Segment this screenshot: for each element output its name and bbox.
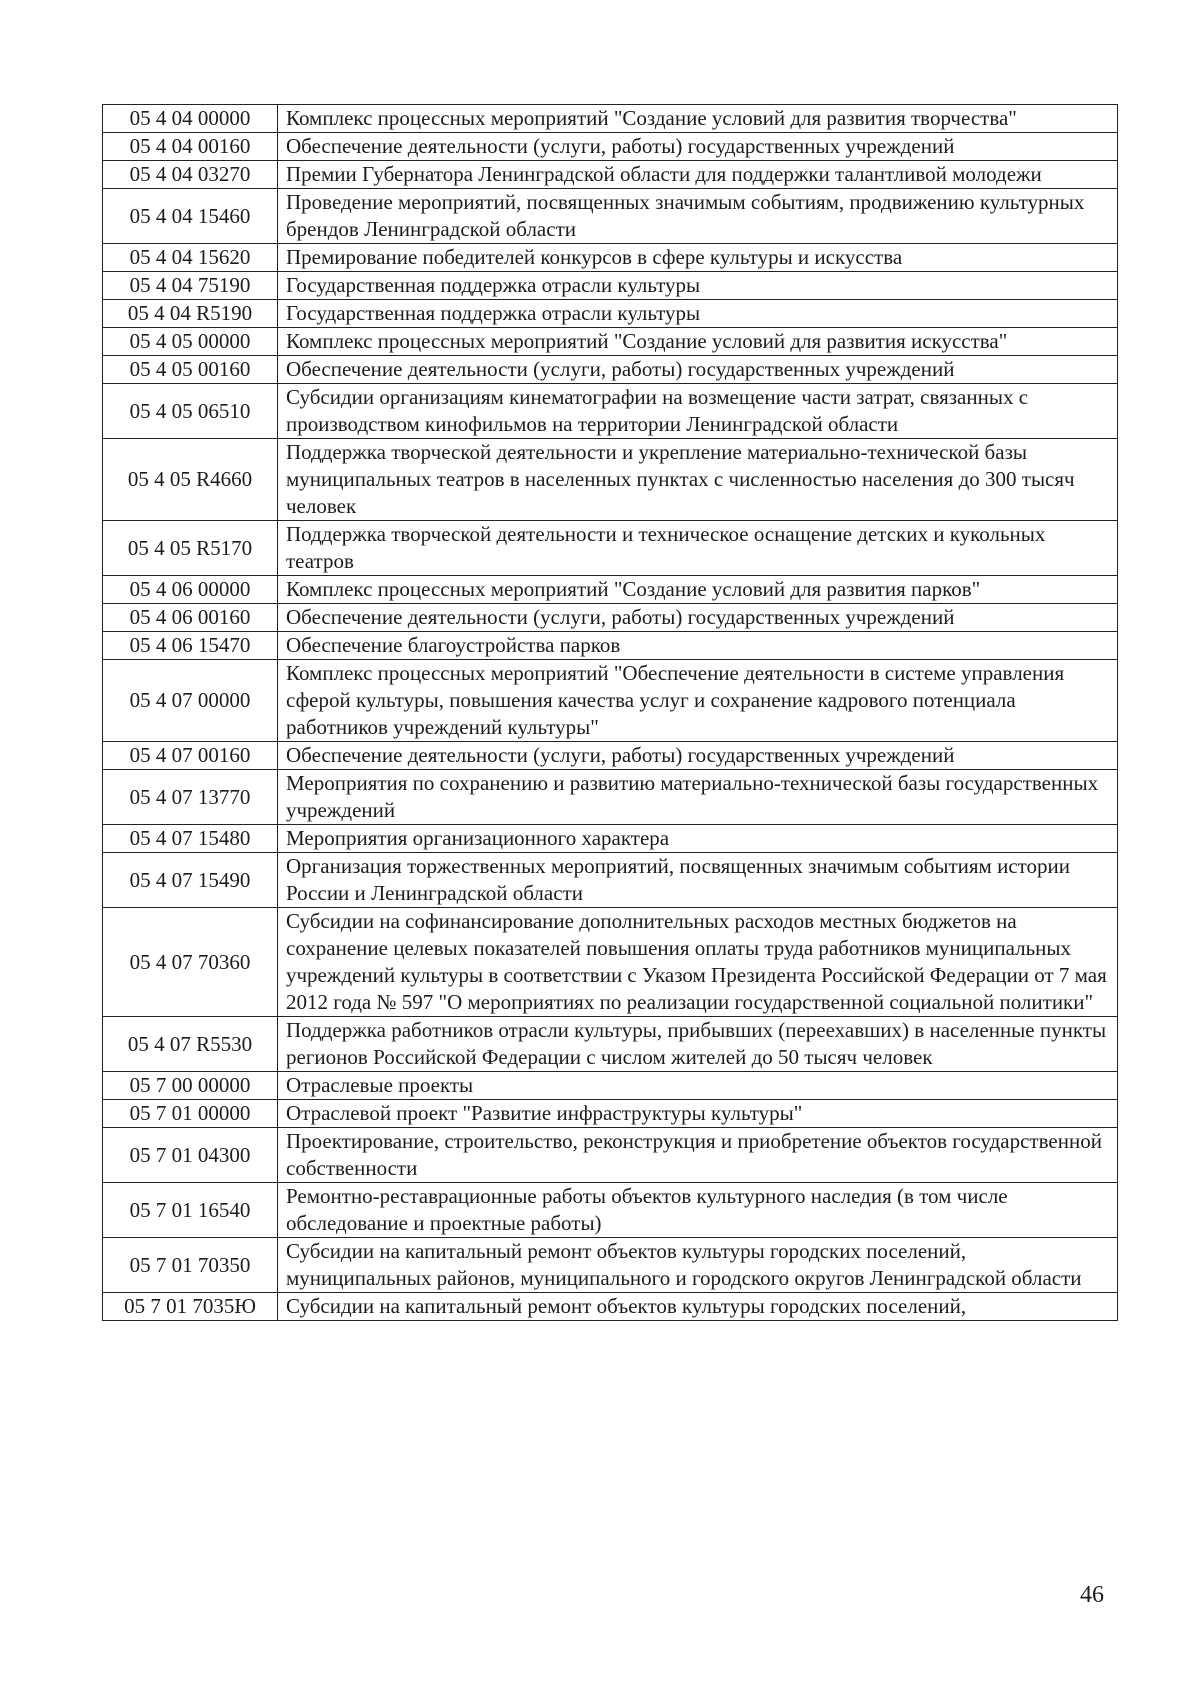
row-code: 05 7 01 16540 <box>103 1183 278 1238</box>
budget-codes-table <box>102 104 1118 1321</box>
row-description: Государственная поддержка отрасли культуры <box>278 300 1118 328</box>
table-row <box>103 133 1118 161</box>
row-description: Комплекс процессных мероприятий "Создание условий для развития творчества" <box>278 105 1118 133</box>
row-code: 05 4 07 15480 <box>103 825 278 853</box>
table-row <box>103 1293 1118 1321</box>
row-description: Поддержка творческой деятельности и техническое оснащение детских и кукольных театров <box>278 521 1118 576</box>
row-code: 05 7 01 00000 <box>103 1100 278 1128</box>
table-row <box>103 604 1118 632</box>
table-row <box>103 660 1118 742</box>
row-description: Мероприятия организационного характера <box>278 825 1118 853</box>
row-code: 05 4 07 00000 <box>103 660 278 742</box>
row-code: 05 4 07 15490 <box>103 853 278 908</box>
table-row <box>103 1100 1118 1128</box>
table-row <box>103 244 1118 272</box>
table-row <box>103 439 1118 521</box>
row-code: 05 4 04 00160 <box>103 133 278 161</box>
row-code: 05 4 04 R5190 <box>103 300 278 328</box>
row-code: 05 4 07 R5530 <box>103 1017 278 1072</box>
row-description: Проектирование, строительство, реконструкция и приобретение объектов государственной собственности <box>278 1128 1118 1183</box>
row-code: 05 4 04 15620 <box>103 244 278 272</box>
row-code: 05 4 04 00000 <box>103 105 278 133</box>
row-description: Организация торжественных мероприятий, посвященных значимым событиям истории России и Ленинградской области <box>278 853 1118 908</box>
row-code: 05 4 07 00160 <box>103 742 278 770</box>
row-description: Поддержка работников отрасли культуры, прибывших (переехавших) в населенные пункты регионов Российской Федерации с числом жителей до 50 тысяч человек <box>278 1017 1118 1072</box>
table-row <box>103 1072 1118 1100</box>
row-code: 05 4 07 13770 <box>103 770 278 825</box>
row-description: Субсидии на капитальный ремонт объектов культуры городских поселений, <box>278 1293 1118 1321</box>
row-code: 05 7 01 70350 <box>103 1238 278 1293</box>
row-description: Премирование победителей конкурсов в сфере культуры и искусства <box>278 244 1118 272</box>
row-description: Обеспечение деятельности (услуги, работы) государственных учреждений <box>278 133 1118 161</box>
table-row <box>103 853 1118 908</box>
table-row <box>103 300 1118 328</box>
row-code: 05 7 00 00000 <box>103 1072 278 1100</box>
table-row <box>103 770 1118 825</box>
row-code: 05 4 07 70360 <box>103 908 278 1017</box>
row-code: 05 4 06 00000 <box>103 576 278 604</box>
row-code: 05 4 04 03270 <box>103 161 278 189</box>
table-row <box>103 161 1118 189</box>
table-row <box>103 1183 1118 1238</box>
table-row <box>103 272 1118 300</box>
row-description: Ремонтно-реставрационные работы объектов культурного наследия (в том числе обследование и проектные работы) <box>278 1183 1118 1238</box>
row-description: Субсидии организациям кинематографии на возмещение части затрат, связанных с производством кинофильмов на территории Ленинградской области <box>278 384 1118 439</box>
row-description: Государственная поддержка отрасли культуры <box>278 272 1118 300</box>
table-row <box>103 521 1118 576</box>
row-description: Обеспечение деятельности (услуги, работы) государственных учреждений <box>278 356 1118 384</box>
row-description: Комплекс процессных мероприятий "Создание условий для развития искусства" <box>278 328 1118 356</box>
row-code: 05 4 05 06510 <box>103 384 278 439</box>
row-code: 05 7 01 04300 <box>103 1128 278 1183</box>
table-row <box>103 328 1118 356</box>
row-description: Поддержка творческой деятельности и укрепление материально-технической базы муниципальных театров в населенных пунктах с численностью населения до 300 тысяч человек <box>278 439 1118 521</box>
row-description: Обеспечение деятельности (услуги, работы) государственных учреждений <box>278 742 1118 770</box>
table-row <box>103 105 1118 133</box>
row-code: 05 4 05 00160 <box>103 356 278 384</box>
row-description: Проведение мероприятий, посвященных значимым событиям, продвижению культурных брендов Ленинградской области <box>278 189 1118 244</box>
page-number: 46 <box>1080 1582 1104 1608</box>
row-description: Отраслевой проект "Развитие инфраструктуры культуры" <box>278 1100 1118 1128</box>
table-row <box>103 1128 1118 1183</box>
table-row <box>103 356 1118 384</box>
table-row <box>103 1238 1118 1293</box>
table-row <box>103 189 1118 244</box>
row-description: Отраслевые проекты <box>278 1072 1118 1100</box>
row-description: Субсидии на капитальный ремонт объектов культуры городских поселений, муниципальных районов, муниципального и городского округов Ленинградской области <box>278 1238 1118 1293</box>
row-description: Комплекс процессных мероприятий "Создание условий для развития парков" <box>278 576 1118 604</box>
table-row <box>103 384 1118 439</box>
table-row <box>103 908 1118 1017</box>
table-row <box>103 825 1118 853</box>
row-code: 05 7 01 7035Ю <box>103 1293 278 1321</box>
row-description: Комплекс процессных мероприятий "Обеспечение деятельности в системе управления сферой культуры, повышения качества услуг и сохранение кадрового потенциала работников учреждений культуры" <box>278 660 1118 742</box>
row-description: Обеспечение деятельности (услуги, работы) государственных учреждений <box>278 604 1118 632</box>
table-body <box>103 105 1118 1321</box>
row-code: 05 4 06 00160 <box>103 604 278 632</box>
table-row <box>103 1017 1118 1072</box>
row-description: Премии Губернатора Ленинградской области для поддержки талантливой молодежи <box>278 161 1118 189</box>
row-description: Обеспечение благоустройства парков <box>278 632 1118 660</box>
table-row <box>103 576 1118 604</box>
row-description: Мероприятия по сохранению и развитию материально-технической базы государственных учреждений <box>278 770 1118 825</box>
row-code: 05 4 05 00000 <box>103 328 278 356</box>
row-code: 05 4 05 R5170 <box>103 521 278 576</box>
row-code: 05 4 05 R4660 <box>103 439 278 521</box>
row-code: 05 4 04 15460 <box>103 189 278 244</box>
table-row <box>103 742 1118 770</box>
row-description: Субсидии на софинансирование дополнительных расходов местных бюджетов на сохранение целевых показателей повышения оплаты труда работников муниципальных учреждений культуры в соответствии с Указом Президента Российской Федерации от 7 мая 2012 года № 597 "О мероприятиях по реализации государственной социальной политики" <box>278 908 1118 1017</box>
row-code: 05 4 06 15470 <box>103 632 278 660</box>
row-code: 05 4 04 75190 <box>103 272 278 300</box>
table-row <box>103 632 1118 660</box>
